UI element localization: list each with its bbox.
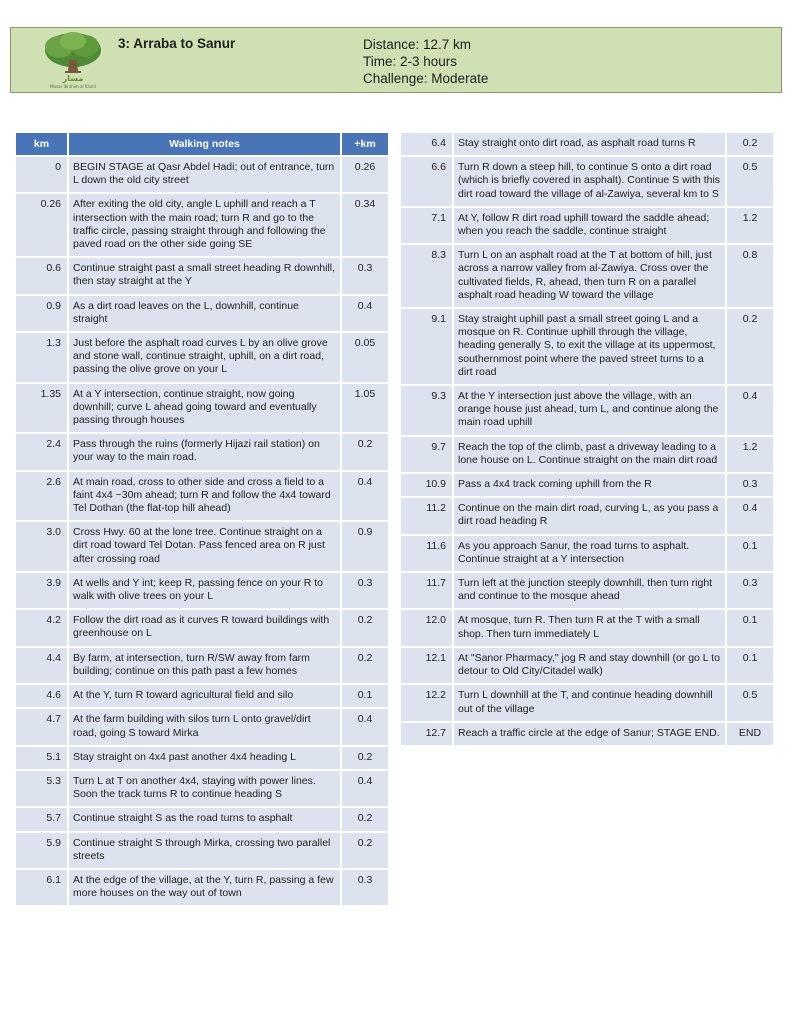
km-cell: 5.7 — [16, 808, 67, 830]
note-cell: Continue straight past a small street heading R downhill, then stay straight at the Y — [67, 258, 340, 293]
note-cell: Just before the asphalt road curves L by an olive grove and stone wall, continue straight, uphill, on a dirt road, passing the olive grove on your L — [67, 333, 340, 382]
table-row — [16, 648, 388, 683]
km-cell: 2.4 — [16, 434, 67, 469]
km-cell: 9.7 — [401, 437, 452, 472]
km-cell: 6.4 — [401, 133, 452, 155]
km-cell: 4.2 — [16, 610, 67, 645]
note-cell: At Y, follow R dirt road uphill toward the saddle ahead; when you reach the saddle, continue straight — [452, 208, 725, 243]
plus-km-cell: 1.2 — [725, 208, 773, 243]
note-cell: Reach a traffic circle at the edge of Sanur; STAGE END. — [452, 723, 725, 745]
note-cell: Reach the top of the climb, past a driveway leading to a lone house on L. Continue straight on the main dirt road — [452, 437, 725, 472]
plus-km-cell: 0.3 — [340, 573, 388, 608]
note-cell: After exiting the old city, angle L uphill and reach a T intersection with the main road; turn R and go to the traffic circle, passing straight through and following the paved road on the other side going SE — [67, 194, 340, 256]
table-row — [16, 771, 388, 806]
plus-km-cell: 0.2 — [340, 434, 388, 469]
table-row — [16, 194, 388, 256]
km-cell: 4.4 — [16, 648, 67, 683]
table-row — [16, 573, 388, 608]
table-row — [16, 296, 388, 331]
table-header-row — [16, 133, 388, 155]
table-row — [16, 157, 388, 192]
note-cell: At a Y intersection, continue straight, now going downhill; curve L ahead going toward and eventually passing through houses — [67, 384, 340, 433]
plus-km-column-header: +km — [340, 133, 388, 155]
table-row — [16, 870, 388, 905]
distance-text: Distance: 12.7 km — [363, 37, 472, 52]
time-text: Time: 2-3 hours — [363, 54, 458, 69]
plus-km-cell: 0.2 — [340, 648, 388, 683]
table-row — [16, 685, 388, 707]
table-row — [401, 309, 773, 384]
km-cell: 0.9 — [16, 296, 67, 331]
plus-km-cell: 0.4 — [340, 472, 388, 521]
km-cell: 9.1 — [401, 309, 452, 384]
table-row — [16, 808, 388, 830]
notes-column-header: Walking notes — [67, 133, 340, 155]
plus-km-cell: 0.2 — [340, 610, 388, 645]
plus-km-cell: 0.3 — [340, 258, 388, 293]
km-cell: 1.35 — [16, 384, 67, 433]
plus-km-cell: 0.4 — [725, 498, 773, 533]
note-cell: At mosque, turn R. Then turn R at the T with a small shop. Then turn immediately L — [452, 610, 725, 645]
table-row — [16, 472, 388, 521]
table-row — [401, 133, 773, 155]
note-cell: At the Y intersection just above the village, with an orange house just ahead, turn L, and continue along the main road uphill — [452, 386, 725, 435]
table-row — [401, 723, 773, 745]
table-row — [401, 648, 773, 683]
note-cell: Turn left at the junction steeply downhill, then turn right and continue to the mosque ahead — [452, 573, 725, 608]
km-cell: 0.26 — [16, 194, 67, 256]
km-cell: 10.9 — [401, 474, 452, 496]
table-row — [16, 610, 388, 645]
km-cell: 12.2 — [401, 685, 452, 720]
stage-stats — [363, 36, 488, 87]
km-cell: 0 — [16, 157, 67, 192]
note-cell: Pass a 4x4 track coming uphill from the R — [452, 474, 725, 496]
svg-text:مسار: مسار — [62, 74, 84, 83]
note-cell: By farm, at intersection, turn R/SW away from farm building; continue on this path past a few homes — [67, 648, 340, 683]
plus-km-cell: 0.8 — [725, 245, 773, 307]
table-row — [16, 747, 388, 769]
km-cell: 4.6 — [16, 685, 67, 707]
km-cell: 6.6 — [401, 157, 452, 206]
note-cell: As you approach Sanur, the road turns to asphalt. Continue straight at a Y intersection — [452, 536, 725, 571]
table-row — [401, 386, 773, 435]
note-cell: Continue on the main dirt road, curving L, as you pass a dirt road heading R — [452, 498, 725, 533]
plus-km-cell: 1.05 — [340, 384, 388, 433]
walking-notes-table-left — [16, 131, 388, 907]
note-cell: Stay straight on 4x4 past another 4x4 heading L — [67, 747, 340, 769]
table-row — [16, 434, 388, 469]
table-row — [16, 833, 388, 868]
table-row — [401, 610, 773, 645]
table-row — [16, 522, 388, 571]
note-cell: Follow the dirt road as it curves R toward buildings with greenhouse on L — [67, 610, 340, 645]
plus-km-cell: END — [725, 723, 773, 745]
table-row — [16, 384, 388, 433]
table-row — [401, 685, 773, 720]
km-cell: 12.0 — [401, 610, 452, 645]
table-row — [16, 709, 388, 744]
note-cell: BEGIN STAGE at Qasr Abdel Hadi; out of entrance, turn L down the old city street — [67, 157, 340, 192]
plus-km-cell: 0.3 — [725, 573, 773, 608]
note-cell: At main road, cross to other side and cross a field to a faint 4x4 ~30m ahead; turn R and follow the 4x4 toward Tel Dothan (the flat-top hill ahead) — [67, 472, 340, 521]
km-cell: 3.9 — [16, 573, 67, 608]
plus-km-cell: 0.3 — [340, 870, 388, 905]
table-row — [401, 573, 773, 608]
note-cell: Turn R down a steep hill, to continue S onto a dirt road (which is briefly covered in asphalt). Continue S with this dirt road toward the village of al-Zawiya, several km to S — [452, 157, 725, 206]
table-row — [401, 245, 773, 307]
plus-km-cell: 0.4 — [340, 771, 388, 806]
km-cell: 7.1 — [401, 208, 452, 243]
table-row — [401, 157, 773, 206]
km-cell: 1.3 — [16, 333, 67, 382]
plus-km-cell: 0.5 — [725, 685, 773, 720]
note-cell: Turn L at T on another 4x4, staying with power lines. Soon the track turns R to continue heading S — [67, 771, 340, 806]
plus-km-cell: 0.9 — [340, 522, 388, 571]
stage-header — [10, 27, 782, 93]
table-row — [401, 474, 773, 496]
km-cell: 11.7 — [401, 573, 452, 608]
note-cell: As a dirt road leaves on the L, downhill, continue straight — [67, 296, 340, 331]
km-cell: 5.3 — [16, 771, 67, 806]
plus-km-cell: 0.1 — [340, 685, 388, 707]
km-cell: 2.6 — [16, 472, 67, 521]
note-cell: Continue straight S through Mirka, crossing two parallel streets — [67, 833, 340, 868]
plus-km-cell: 0.2 — [340, 747, 388, 769]
note-cell: At the farm building with silos turn L onto gravel/dirt road, going S toward Mirka — [67, 709, 340, 744]
note-cell: Pass through the ruins (formerly Hijazi rail station) on your way to the main road. — [67, 434, 340, 469]
walking-notes-table-right — [401, 131, 773, 747]
km-cell: 12.1 — [401, 648, 452, 683]
km-cell: 11.6 — [401, 536, 452, 571]
note-cell: At the edge of the village, at the Y, turn R, passing a few more houses on the way out of town — [67, 870, 340, 905]
note-cell: At the Y, turn R toward agricultural field and silo — [67, 685, 340, 707]
table-row — [16, 333, 388, 382]
km-cell: 5.9 — [16, 833, 67, 868]
note-cell: Stay straight uphill past a small street going L and a mosque on R. Continue uphill through the village, heading generally S, to exit the village at its uppermost, southernmost point where the paved street turns to a dirt road — [452, 309, 725, 384]
km-cell: 4.7 — [16, 709, 67, 744]
km-cell: 8.3 — [401, 245, 452, 307]
plus-km-cell: 0.34 — [340, 194, 388, 256]
note-cell: Stay straight onto dirt road, as asphalt road turns R — [452, 133, 725, 155]
km-cell: 5.1 — [16, 747, 67, 769]
note-cell: Continue straight S as the road turns to asphalt — [67, 808, 340, 830]
plus-km-cell: 0.1 — [725, 536, 773, 571]
challenge-text: Challenge: Moderate — [363, 71, 489, 86]
plus-km-cell: 0.1 — [725, 648, 773, 683]
note-cell: Turn L downhill at the T, and continue heading downhill out of the village — [452, 685, 725, 720]
svg-text:Masar Ibrahim al Khalil: Masar Ibrahim al Khalil — [50, 84, 96, 89]
table-row — [401, 208, 773, 243]
plus-km-cell: 0.2 — [340, 808, 388, 830]
plus-km-cell: 0.1 — [725, 610, 773, 645]
plus-km-cell: 0.4 — [725, 386, 773, 435]
table-row — [16, 258, 388, 293]
note-cell: Cross Hwy. 60 at the lone tree. Continue straight on a dirt road toward Tel Dotan. Pass fenced area on R just after crossing road — [67, 522, 340, 571]
note-cell: Turn L on an asphalt road at the T at bottom of hill, just across a narrow valley from al-Zawiya. Cross over the cultivated fields, R, ahead, then turn R on a parallel asphalt road heading W toward the village — [452, 245, 725, 307]
plus-km-cell: 0.2 — [725, 133, 773, 155]
plus-km-cell: 1.2 — [725, 437, 773, 472]
km-cell: 9.3 — [401, 386, 452, 435]
plus-km-cell: 0.05 — [340, 333, 388, 382]
tree-logo — [35, 30, 111, 90]
stage-title: 3: Arraba to Sanur — [118, 36, 236, 51]
plus-km-cell: 0.5 — [725, 157, 773, 206]
note-cell: At wells and Y int; keep R, passing fence on your R to walk with olive trees on your L — [67, 573, 340, 608]
plus-km-cell: 0.2 — [725, 309, 773, 384]
km-cell: 12.7 — [401, 723, 452, 745]
table-row — [401, 536, 773, 571]
table-row — [401, 437, 773, 472]
km-cell: 11.2 — [401, 498, 452, 533]
table-row — [401, 498, 773, 533]
note-cell: At "Sanor Pharmacy," jog R and stay downhill (or go L to detour to Old City/Citadel walk) — [452, 648, 725, 683]
km-cell: 0.6 — [16, 258, 67, 293]
plus-km-cell: 0.2 — [340, 833, 388, 868]
plus-km-cell: 0.4 — [340, 709, 388, 744]
km-cell: 6.1 — [16, 870, 67, 905]
plus-km-cell: 0.4 — [340, 296, 388, 331]
plus-km-cell: 0.26 — [340, 157, 388, 192]
km-column-header: km — [16, 133, 67, 155]
km-cell: 3.0 — [16, 522, 67, 571]
plus-km-cell: 0.3 — [725, 474, 773, 496]
